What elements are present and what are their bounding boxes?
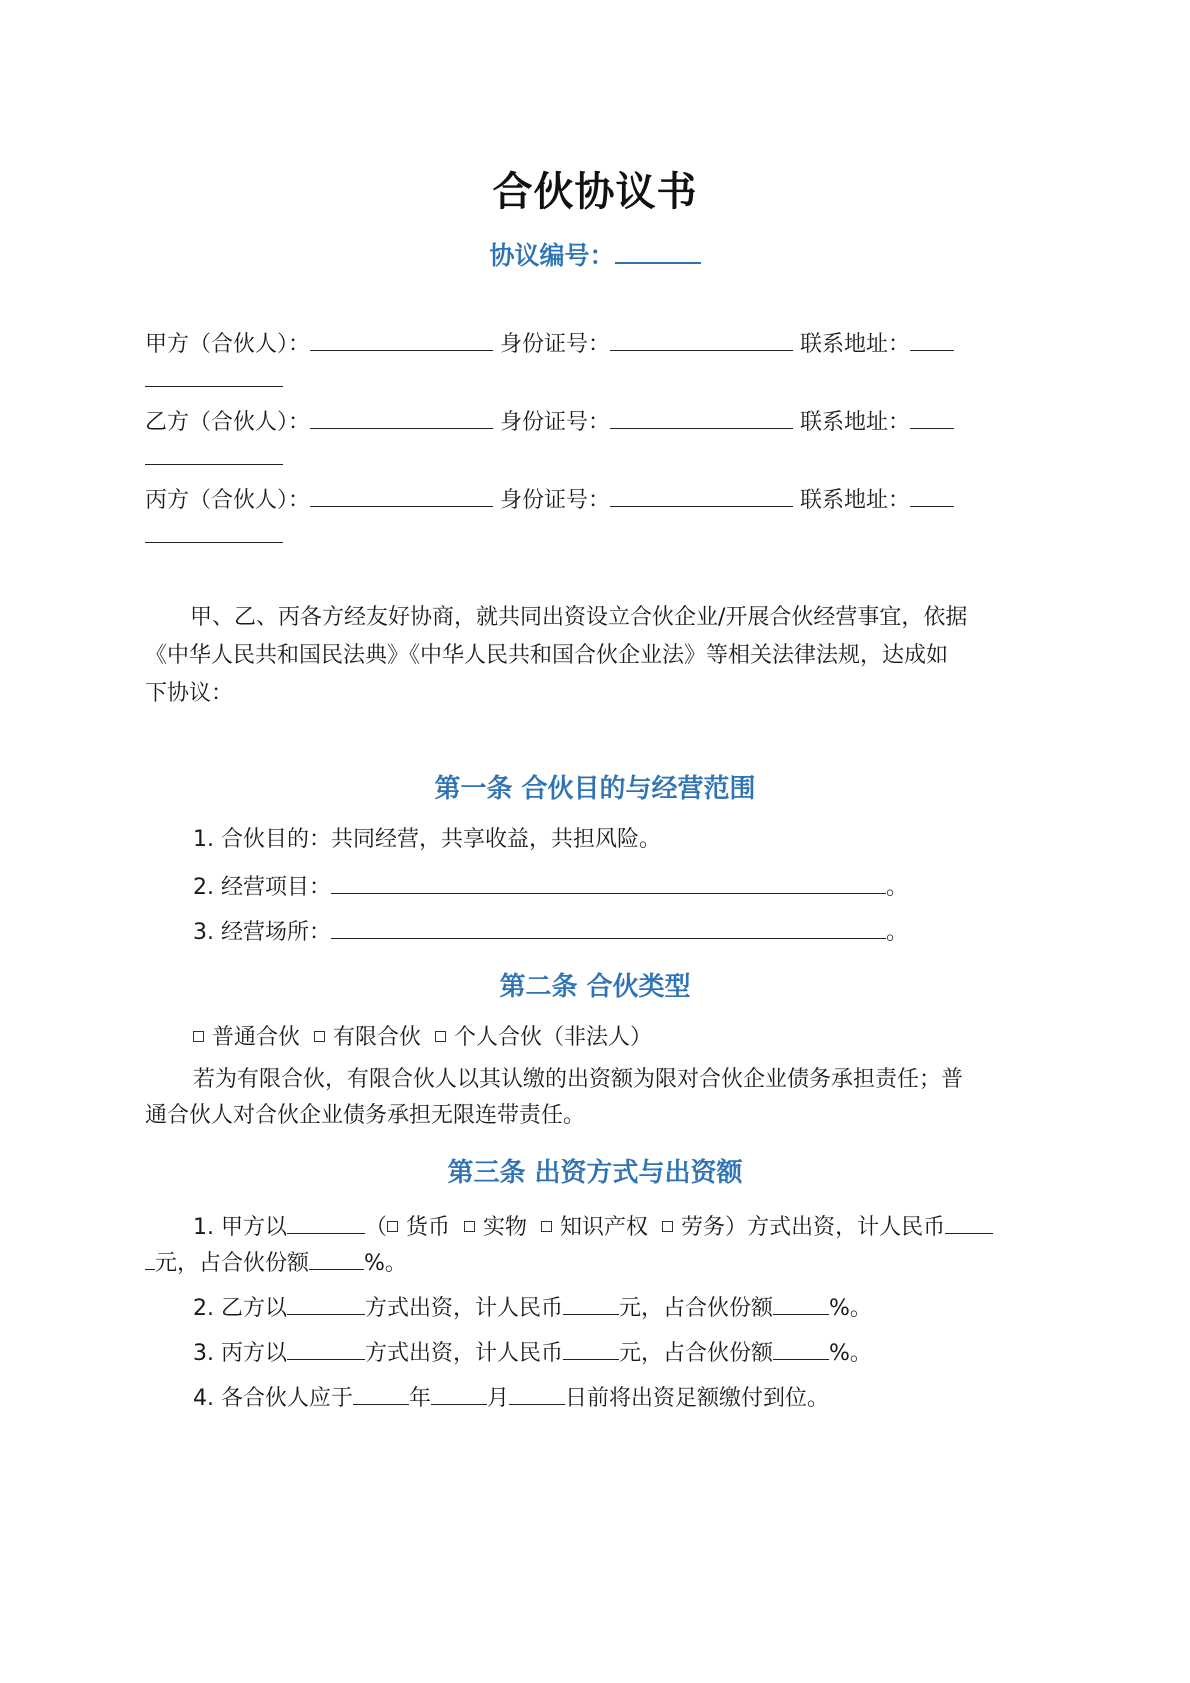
party-c-address-blank[interactable] xyxy=(910,482,954,507)
party-c-name-blank[interactable] xyxy=(310,482,493,507)
deadline-year-blank[interactable] xyxy=(353,1380,409,1405)
party-c-method-blank[interactable] xyxy=(287,1335,365,1360)
party-b-share-blank[interactable] xyxy=(773,1290,829,1315)
party-a-row-cont xyxy=(145,362,283,397)
article-2-note-line-2: 通合伙人对合伙企业债务承担无限连带责任。 xyxy=(145,1103,586,1128)
party-c-amount-blank[interactable] xyxy=(563,1335,619,1360)
party-b-label: 乙方（合伙人）： xyxy=(145,410,311,435)
article-2-note-line-1: 若为有限合伙，有限合伙人以其认缴的出资额为限对合伙企业债务承担责任；普 xyxy=(193,1067,964,1092)
party-b-row-cont xyxy=(145,440,283,475)
year-label: 年 xyxy=(408,1386,431,1411)
party-a-amount-blank-cont[interactable] xyxy=(145,1245,155,1270)
agreement-number-label: 协议编号： xyxy=(489,241,615,270)
agreement-number-blank[interactable] xyxy=(615,238,701,264)
party-b-address-blank[interactable] xyxy=(910,404,954,429)
party-c-address-blank-cont[interactable] xyxy=(145,518,283,543)
ip-label: 知识产权 xyxy=(560,1215,649,1240)
party-a-address-blank-cont[interactable] xyxy=(145,362,283,387)
party-a-address-blank[interactable] xyxy=(910,326,954,351)
party-c-address-label: 联系地址： xyxy=(800,488,911,513)
party-c-id-label: 身份证号： xyxy=(500,488,611,513)
intro-line-3: 下协议： xyxy=(145,681,234,706)
party-a-row xyxy=(145,326,954,361)
period: 。 xyxy=(885,875,908,900)
business-premises-label: 3. 经营场所： xyxy=(193,920,331,945)
contribution-amount-label: 方式出资，计人民币 xyxy=(364,1296,563,1321)
party-a-id-blank[interactable] xyxy=(610,326,793,351)
party-c-row xyxy=(145,482,954,517)
open-paren: （ xyxy=(364,1215,387,1240)
party-a-address-label: 联系地址： xyxy=(800,332,911,357)
party-b-id-label: 身份证号： xyxy=(500,410,611,435)
cash-label: 货币 xyxy=(406,1215,451,1240)
party-b-address-label: 联系地址： xyxy=(800,410,911,435)
party-c-id-blank[interactable] xyxy=(610,482,793,507)
party-b-contribution-label: 2. 乙方以 xyxy=(193,1296,287,1321)
article-2-heading: 第二条 合伙类型 xyxy=(499,972,691,1002)
percent-sign: %。 xyxy=(829,1296,872,1321)
period: 。 xyxy=(885,920,908,945)
article-1-item-3 xyxy=(193,914,908,949)
party-b-method-blank[interactable] xyxy=(287,1290,365,1315)
limited-partnership-label: 有限合伙 xyxy=(333,1025,422,1050)
intro-line-2: 《中华人民共和国民法典》《中华人民共和国合伙企业法》等相关法律法规，达成如 xyxy=(145,643,949,668)
percent-sign: %。 xyxy=(829,1341,872,1366)
party-a-contribution-label: 1. 甲方以 xyxy=(193,1215,287,1240)
share-label: 元，占合伙份额 xyxy=(619,1296,774,1321)
contribution-amount-label: ）方式出资，计人民币 xyxy=(725,1215,946,1240)
individual-partnership-checkbox[interactable] xyxy=(435,1031,446,1042)
deadline-day-blank[interactable] xyxy=(509,1380,565,1405)
general-partnership-checkbox[interactable] xyxy=(193,1031,204,1042)
agreement-number xyxy=(0,236,1190,272)
labor-checkbox[interactable] xyxy=(662,1221,673,1232)
intro-line-1: 甲、乙、丙各方经友好协商，就共同出资设立合伙企业/开展合伙经营事宜，依据 xyxy=(190,605,968,630)
article-1-item-2 xyxy=(193,869,908,904)
cash-checkbox[interactable] xyxy=(387,1221,398,1232)
property-label: 实物 xyxy=(483,1215,528,1240)
article-3-item-4 xyxy=(193,1380,829,1415)
party-b-name-blank[interactable] xyxy=(310,404,493,429)
deadline-rest-label: 日前将出资足额缴付到位。 xyxy=(565,1386,830,1411)
article-3-item-1 xyxy=(193,1209,993,1244)
article-1-item-1: 1. 合伙目的：共同经营，共享收益，共担风险。 xyxy=(193,827,661,852)
limited-partnership-checkbox[interactable] xyxy=(314,1031,325,1042)
property-checkbox[interactable] xyxy=(464,1221,475,1232)
general-partnership-label: 普通合伙 xyxy=(212,1025,301,1050)
party-c-contribution-label: 3. 丙方以 xyxy=(193,1341,287,1366)
party-c-share-blank[interactable] xyxy=(773,1335,829,1360)
article-3-item-2 xyxy=(193,1290,872,1325)
party-a-amount-blank[interactable] xyxy=(945,1209,993,1234)
ip-checkbox[interactable] xyxy=(541,1221,552,1232)
percent-sign: %。 xyxy=(364,1251,407,1276)
document-title: 合伙协议书 xyxy=(492,169,698,215)
contribution-amount-label: 方式出资，计人民币 xyxy=(364,1341,563,1366)
individual-partnership-label: 个人合伙（非法人） xyxy=(454,1025,653,1050)
party-a-label: 甲方（合伙人）： xyxy=(145,332,311,357)
party-c-row-cont xyxy=(145,518,283,553)
deadline-label: 4. 各合伙人应于 xyxy=(193,1386,353,1411)
party-a-id-label: 身份证号： xyxy=(500,332,611,357)
partnership-type-options xyxy=(193,1022,652,1054)
party-c-label: 丙方（合伙人）： xyxy=(145,488,311,513)
labor-label: 劳务 xyxy=(681,1215,726,1240)
business-project-label: 2. 经营项目： xyxy=(193,875,331,900)
month-label: 月 xyxy=(487,1386,510,1411)
party-b-row xyxy=(145,404,954,439)
article-3-item-3 xyxy=(193,1335,872,1370)
share-label: 元，占合伙份额 xyxy=(155,1251,310,1276)
article-3-item-1-cont xyxy=(145,1245,407,1280)
article-3-heading: 第三条 出资方式与出资额 xyxy=(447,1158,743,1188)
party-b-address-blank-cont[interactable] xyxy=(145,440,283,465)
party-b-amount-blank[interactable] xyxy=(563,1290,619,1315)
business-premises-blank[interactable] xyxy=(331,914,886,939)
party-a-name-blank[interactable] xyxy=(310,326,493,351)
article-1-heading: 第一条 合伙目的与经营范围 xyxy=(434,774,756,804)
deadline-month-blank[interactable] xyxy=(431,1380,487,1405)
share-label: 元，占合伙份额 xyxy=(619,1341,774,1366)
business-project-blank[interactable] xyxy=(331,869,886,894)
party-a-method-blank[interactable] xyxy=(287,1209,365,1234)
party-a-share-blank[interactable] xyxy=(309,1245,364,1270)
party-b-id-blank[interactable] xyxy=(610,404,793,429)
